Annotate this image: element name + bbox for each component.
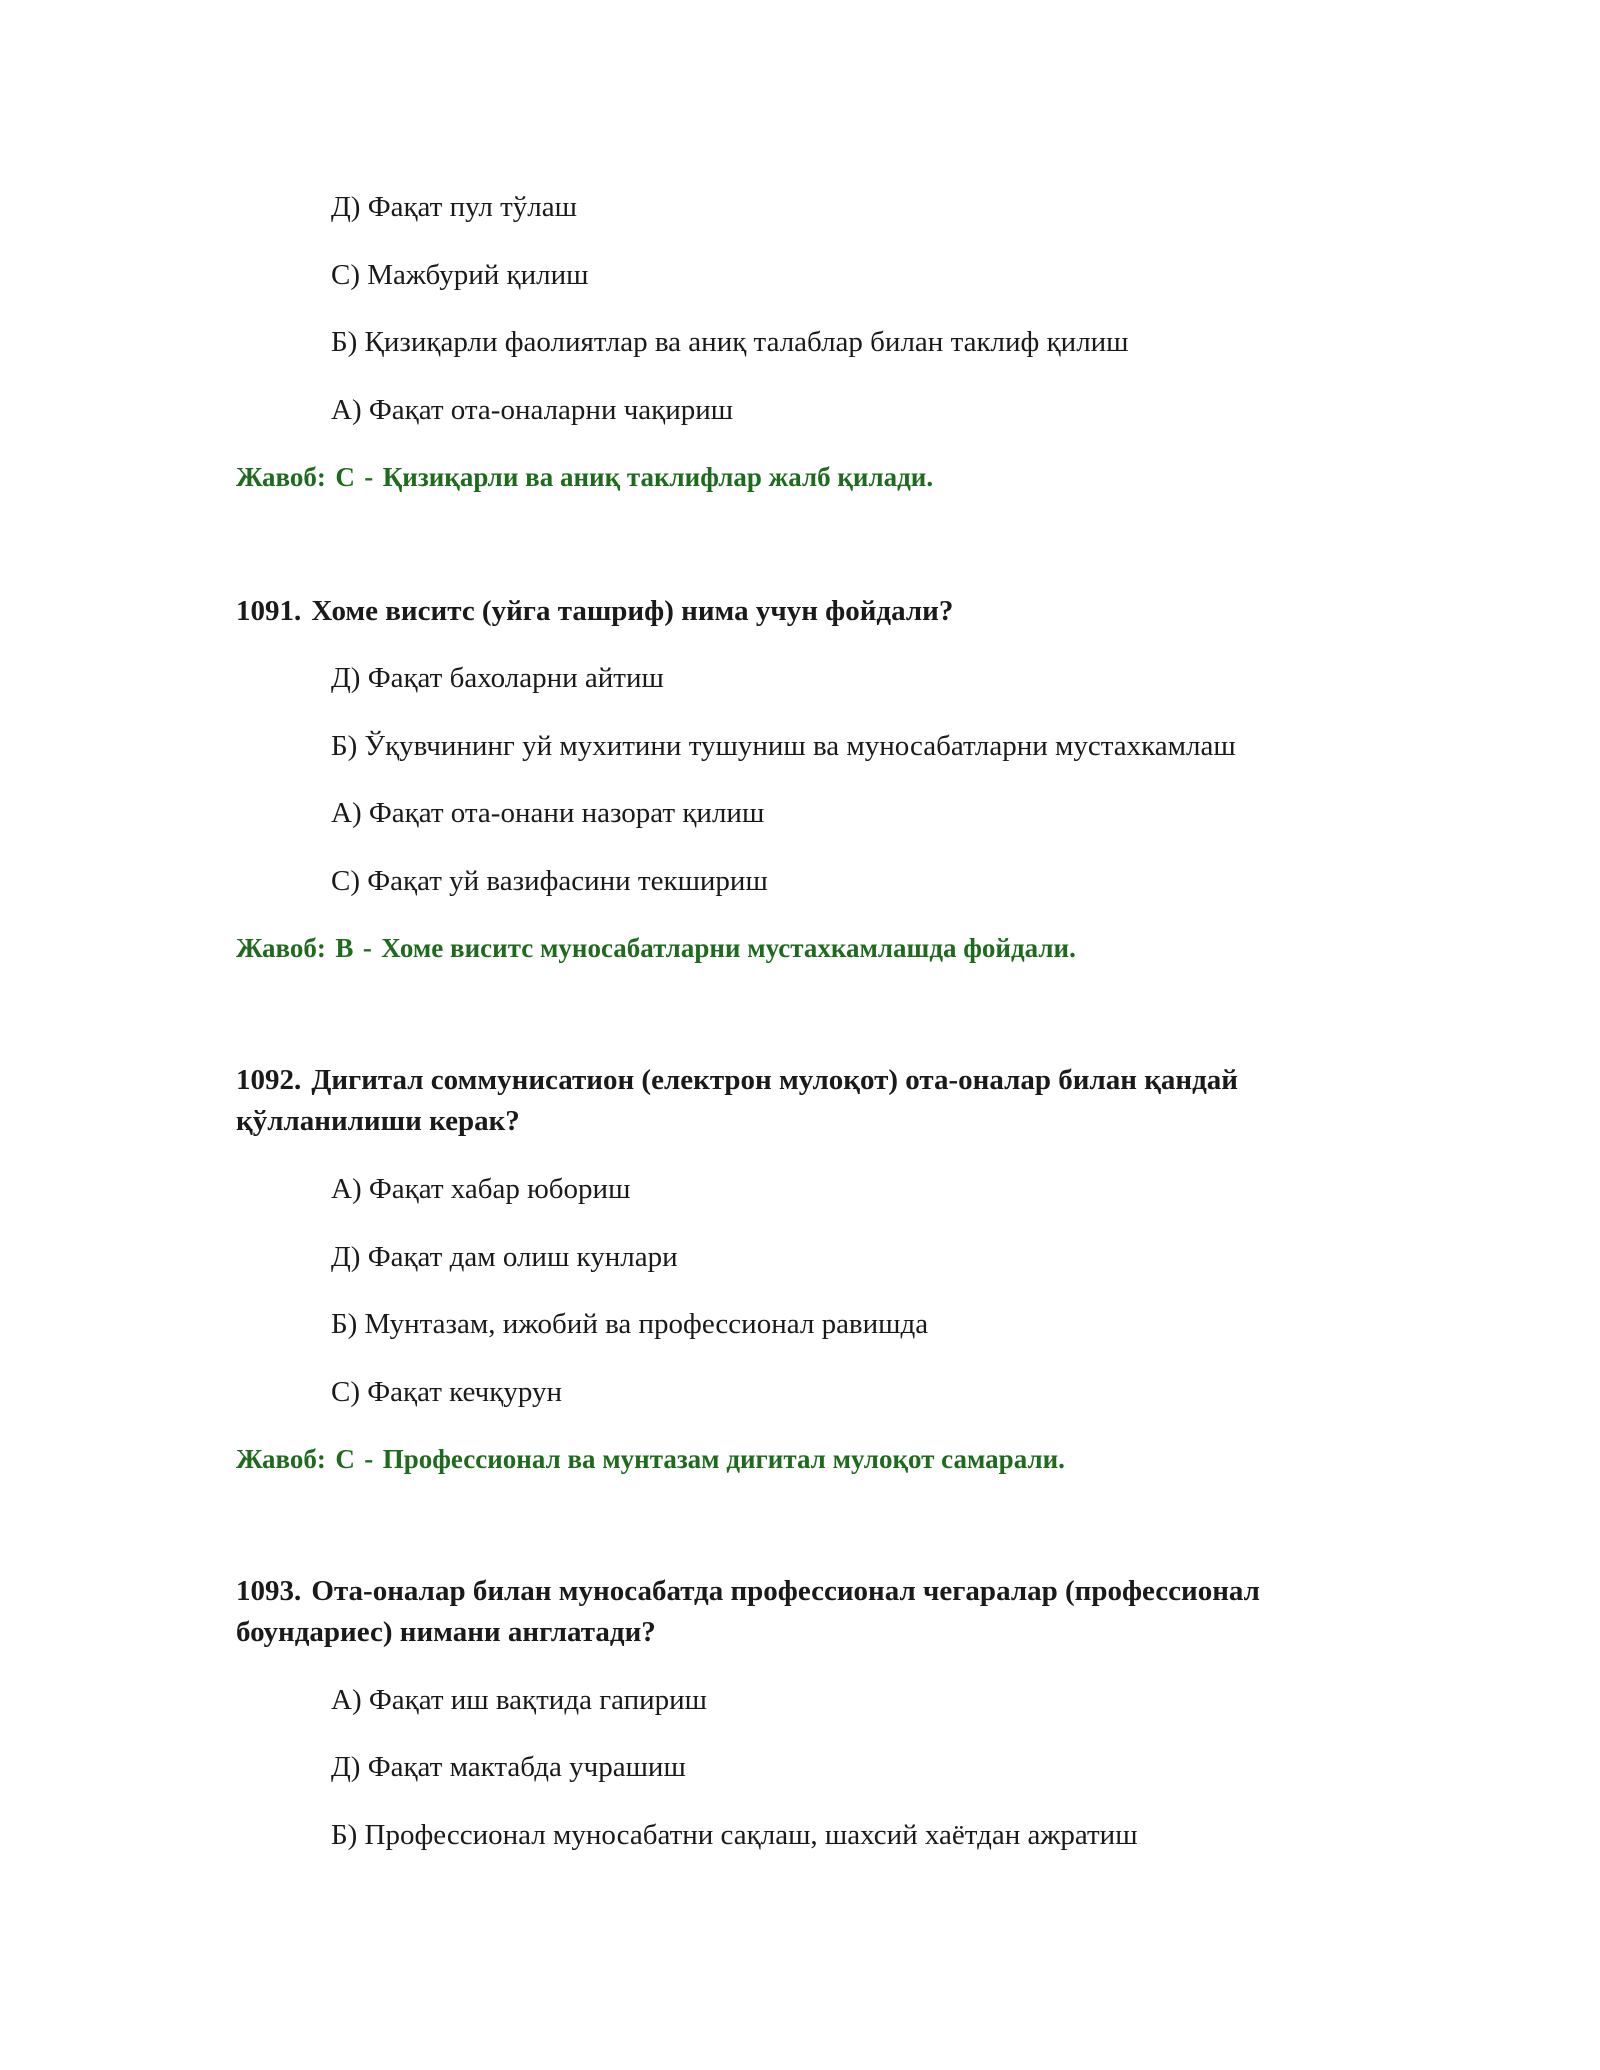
option-a: А) Фақат ота-оналарни чақириш	[331, 394, 734, 426]
question-1093	[236, 1574, 1260, 1608]
question-text: Хоме виситс (уйга ташриф) нима учун фойдали?	[311, 595, 954, 627]
option-c: С) Фақат уй вазифасини текшириш	[331, 865, 768, 897]
answer-dash: -	[364, 1444, 374, 1474]
answer-label: Жавоб:	[236, 933, 326, 963]
option-b: Б) Мунтазам, ижобий ва профессионал равишда	[331, 1308, 929, 1340]
question-text: Ота-оналар билан муносабатда профессионал чегаралар (профессионал	[311, 1575, 1260, 1607]
option-a: А) Фақат иш вақтида гапириш	[331, 1684, 707, 1716]
answer-line	[236, 931, 1076, 965]
answer-dash: -	[362, 933, 372, 963]
answer-line	[236, 1442, 1065, 1476]
question-text: Дигитал соммунисатион (електрон мулоқот) ота-оналар билан қандай	[311, 1064, 1239, 1096]
option-c: С) Фақат кечқурун	[331, 1376, 562, 1408]
answer-explanation: Хоме виситс муносабатларни мустахкамлашда фойдали.	[381, 933, 1076, 963]
option-b: Б) Ўқувчининг уй мухитини тушуниш ва муносабатларни мустахкамлаш	[331, 730, 1236, 762]
option-c: С) Мажбурий қилиш	[331, 259, 589, 291]
answer-line	[236, 460, 933, 494]
answer-explanation: Қизиқарли ва аниқ таклифлар жалб қилади.	[382, 462, 934, 492]
answer-letter: C	[335, 462, 355, 492]
option-d: Д) Фақат бахоларни айтиш	[331, 662, 664, 694]
answer-letter: C	[335, 1444, 355, 1474]
option-d: Д) Фақат пул тўлаш	[331, 191, 577, 223]
question-1091	[236, 594, 953, 628]
question-1092	[236, 1063, 1238, 1097]
option-d: Д) Фақат мактабда учрашиш	[331, 1751, 686, 1783]
answer-explanation: Профессионал ва мунтазам дигитал мулоқот самарали.	[382, 1444, 1065, 1474]
option-b: Б) Профессионал муносабатни сақлаш, шахсий хаётдан ажратиш	[331, 1819, 1138, 1851]
option-b: Б) Қизиқарли фаолиятлар ва аниқ талаблар билан таклиф қилиш	[331, 326, 1129, 358]
question-number: 1093.	[236, 1575, 302, 1607]
question-number: 1091.	[236, 595, 302, 627]
option-a: А) Фақат хабар юбориш	[331, 1173, 631, 1205]
question-text-continued: қўлланилиши керак?	[236, 1105, 520, 1137]
option-a: А) Фақат ота-онани назорат қилиш	[331, 797, 765, 829]
question-text-continued: боундариес) нимани англатади?	[236, 1616, 656, 1648]
answer-letter: B	[335, 933, 354, 963]
answer-label: Жавоб:	[236, 462, 326, 492]
question-number: 1092.	[236, 1064, 302, 1096]
answer-label: Жавоб:	[236, 1444, 326, 1474]
option-d: Д) Фақат дам олиш кунлари	[331, 1241, 678, 1273]
answer-dash: -	[364, 462, 374, 492]
